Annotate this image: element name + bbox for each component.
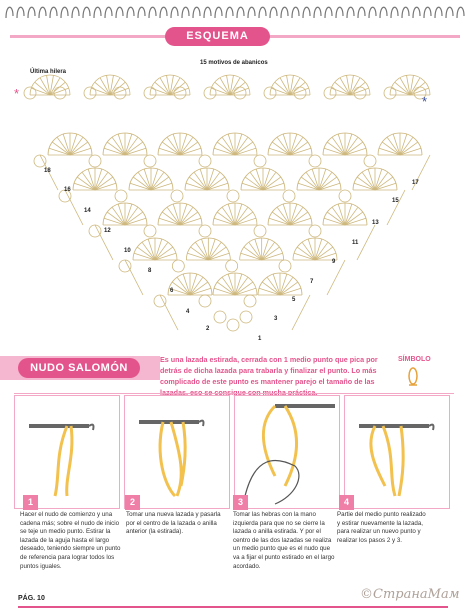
step-3-illustration — [234, 395, 340, 509]
row-label-left: 14 — [84, 208, 91, 214]
row-label-right: 5 — [292, 297, 296, 303]
row-label-left: 8 — [148, 268, 152, 274]
step-1-text: Hacer el nudo de comienzo y una cadena más; sobre el nudo de inicio se teje un medio punto. Estirar la lazada de la aguja hasta el largo deseado, teniendo siempre un punto de referencia para lograr todos los puntos iguales. — [20, 511, 121, 570]
row-label-right: 1 — [258, 336, 262, 342]
row-label-left: 10 — [124, 248, 131, 254]
watermark: ©СтранаМам — [360, 587, 460, 602]
step-1-number: 1 — [23, 495, 38, 510]
row-label-right: 7 — [310, 279, 314, 285]
section-title-nudo: NUDO SALOMÓN — [18, 358, 140, 378]
right-star-icon: * — [422, 94, 428, 109]
step-2-number: 2 — [125, 495, 140, 510]
step-2-illustration — [124, 395, 230, 509]
row-label-left: 2 — [206, 326, 210, 332]
step-4-text: Partie del medio punto realizado y estirar nuevamente la lazada, para realizar un nuevo punto y realizar los pasos 2 y 3. — [337, 511, 426, 544]
row-label-left: 6 — [170, 288, 174, 294]
symbol-label: SÍMBOLO — [398, 356, 431, 363]
step-3-number: 3 — [233, 495, 248, 510]
row-label-right: 9 — [332, 259, 336, 265]
spiral-binding — [0, 0, 467, 22]
row-label-right: 13 — [372, 220, 379, 226]
step-3-text: Tomar las hebras con la mano izquierda para que no se cierre la lazada o anilla estirada. Y por el centro de las dos lazadas se realiza un medio punto que es el nudo que va a fijar el punto estirado en el largo acordado. — [233, 511, 335, 570]
footer-line — [18, 606, 448, 608]
step-4-number: 4 — [339, 495, 354, 510]
left-star-icon: * — [14, 86, 20, 101]
row-label-right: 17 — [412, 180, 419, 186]
page-number: PÁG. 10 — [18, 595, 45, 602]
row-label-left: 12 — [104, 228, 111, 234]
salomon-symbol-icon — [406, 366, 420, 390]
row-label-left: 4 — [186, 309, 190, 315]
row-label-left: 18 — [44, 168, 51, 174]
motif-count-label: 15 motivos de abanicos — [200, 60, 268, 66]
row-label-right: 3 — [274, 316, 278, 322]
step-4-illustration — [344, 395, 450, 509]
step-1-illustration — [14, 395, 120, 509]
section-description: Es una lazada estirada, cerrada con 1 medio punto que pica por detrás de dicha lazada para trabarla y finalizar el punto. Lo más complicado de este punto es mantener parejo el tamaño de las — [160, 355, 378, 386]
row-label-left: 16 — [64, 187, 71, 193]
last-row-label: Última hilera — [30, 69, 67, 75]
section-title-esquema: ESQUEMA — [165, 27, 270, 46]
row-label-right: 15 — [392, 198, 399, 204]
row-label-right: 11 — [352, 240, 359, 246]
step-2-text: Tomar una nueva lazada y pasarla por el centro de la lazada o anilla anterior (la estirada). — [126, 511, 221, 536]
steps-divider — [14, 393, 454, 394]
